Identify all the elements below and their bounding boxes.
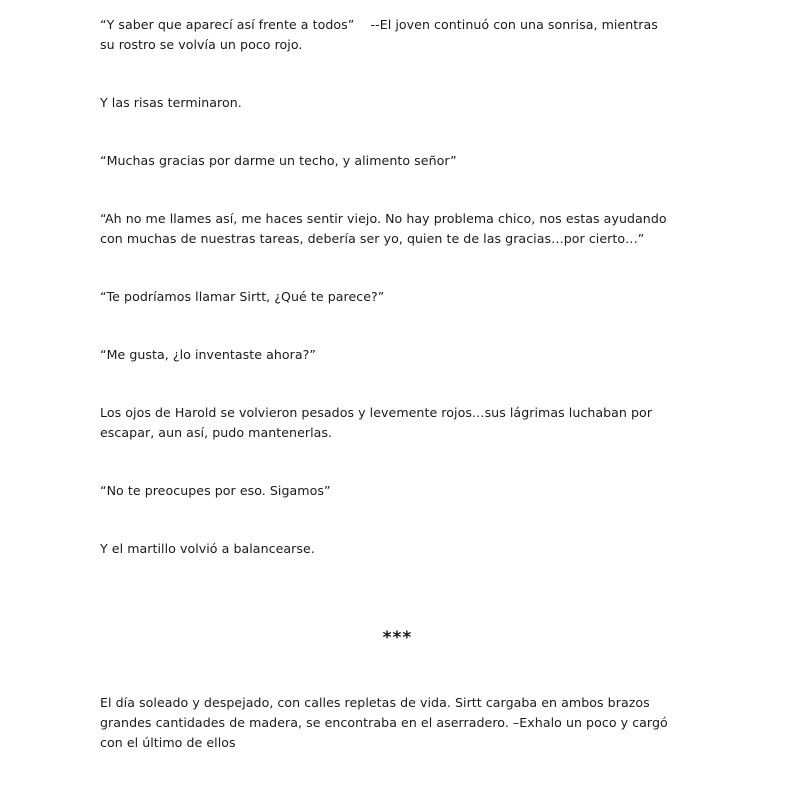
- paragraph-5: “Te podríamos llamar Sirtt, ¿Qué te parece?”: [100, 289, 385, 304]
- paragraph-6: “Me gusta, ¿lo inventaste ahora?”: [100, 347, 316, 362]
- paragraph-4: “Ah no me llames así, me haces sentir viejo. No hay problema chico, nos estas ayudando con muchas de nuestras tareas, debería ser yo, quien te de las gracias…por cierto…”: [100, 211, 671, 246]
- paragraph-1: “Y saber que aparecí así frente a todos” --El joven continuó con una sonrisa, mientras su rostro se volvía un poco rojo.: [100, 17, 662, 52]
- paragraph-7: Los ojos de Harold se volvieron pesados y levemente rojos…sus lágrimas luchaban por escapar, aun así, pudo mantenerlas.: [100, 405, 657, 440]
- paragraph-10: El día soleado y despejado, con calles repletas de vida. Sirtt cargaba en ambos brazos grandes cantidades de madera, se encontraba en el aserradero. –Exhalo un poco y cargó con el último de ellos: [100, 695, 672, 750]
- paragraph-3: “Muchas gracias por darme un techo, y alimento señor”: [100, 153, 457, 168]
- section-separator: ***: [382, 628, 413, 648]
- paragraph-9: Y el martillo volvió a balancearse.: [100, 541, 315, 556]
- paragraph-2: Y las risas terminaron.: [100, 95, 242, 110]
- paragraph-8: “No te preocupes por eso. Sigamos”: [100, 483, 331, 498]
